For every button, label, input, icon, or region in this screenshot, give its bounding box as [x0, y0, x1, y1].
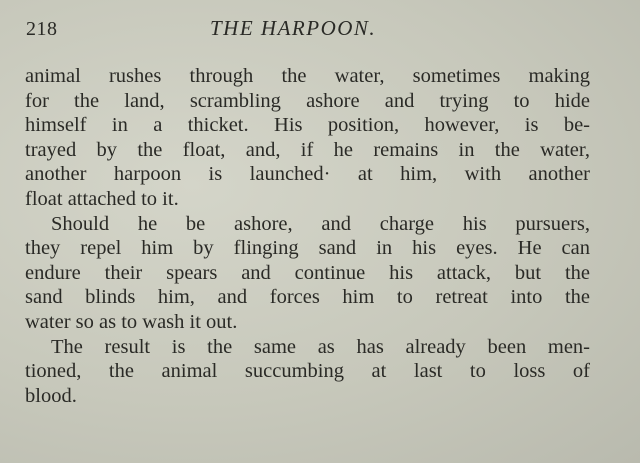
text-line: they repel him by flinging sand in his eyes. He can — [25, 237, 590, 260]
text-line: animal rushes through the water, sometimes making — [25, 65, 590, 87]
text-line: another harpoon is launched· at him, with another — [25, 163, 590, 186]
text-line: trayed by the float, and, if he remains in the water, — [25, 138, 590, 161]
paragraph — [25, 64, 590, 212]
text-line: The result is the same as has already been men- — [51, 335, 590, 358]
text-line: tioned, the animal succumbing at last to loss of — [25, 360, 590, 383]
text-line: blood. — [25, 384, 77, 407]
paragraph — [25, 335, 590, 409]
text-line: sand blinds him, and forces him to retreat into the — [25, 286, 590, 309]
page-header — [0, 14, 640, 42]
text-line: endure their spears and continue his attack, but the — [25, 261, 590, 284]
text-line: water so as to wash it out. — [25, 310, 238, 333]
page-number: 218 — [26, 18, 58, 40]
body-text — [25, 64, 590, 408]
text-line: float attached to it. — [25, 187, 179, 210]
running-head: THE HARPOON. — [210, 16, 377, 40]
text-line: for the land, scrambling ashore and trying to hide — [25, 89, 590, 112]
paragraph — [25, 212, 590, 335]
text-line: himself in a thicket. His position, however, is be- — [25, 114, 590, 137]
text-line: Should he be ashore, and charge his pursuers, — [51, 212, 590, 235]
